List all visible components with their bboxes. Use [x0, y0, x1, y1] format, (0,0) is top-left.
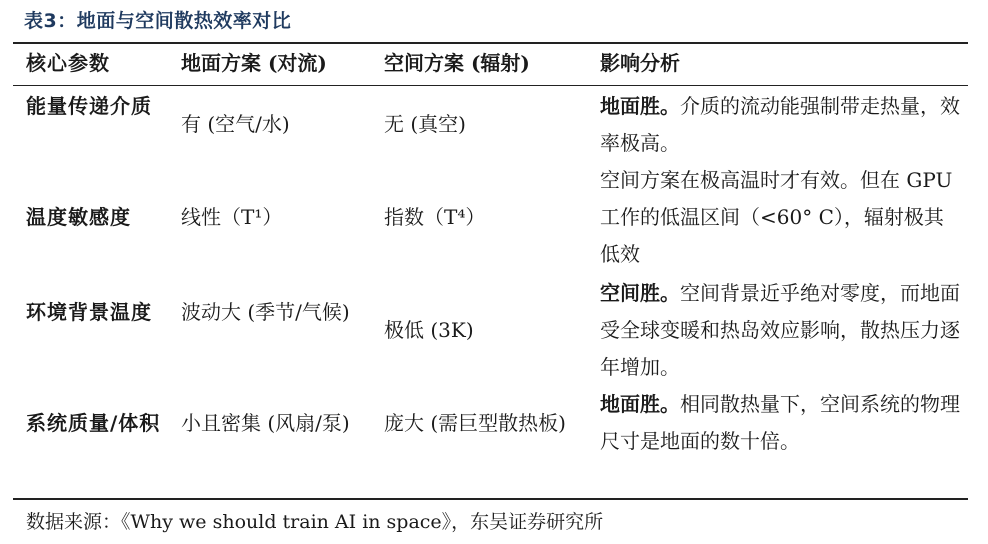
row-3-analysis-verdict: 空间胜。	[600, 281, 680, 305]
row-4-analysis-verdict: 地面胜。	[600, 392, 680, 416]
table-bottom-rule	[13, 498, 968, 500]
row-4-space: 庞大 (需巨型散热板)	[384, 411, 566, 435]
header-ground: 地面方案 (对流)	[181, 51, 327, 75]
row-2-space: 指数（T⁴）	[384, 205, 486, 229]
row-1-ground: 有 (空气/水)	[181, 112, 290, 136]
row-2-analysis	[600, 162, 960, 273]
row-2-ground: 线性（T¹）	[181, 205, 283, 229]
row-3-analysis	[600, 275, 960, 386]
source-note: 数据来源：《Why we should train AI in space》，东吴证券研究所	[26, 511, 604, 533]
row-4-ground: 小且密集 (风扇/泵)	[181, 411, 350, 435]
row-1-analysis-verdict: 地面胜。	[600, 94, 680, 118]
table-header-rule	[13, 85, 968, 86]
header-analysis: 影响分析	[600, 51, 680, 75]
table-top-rule	[13, 42, 968, 44]
header-param: 核心参数	[26, 51, 110, 75]
row-4-analysis	[600, 386, 960, 460]
row-1-space: 无 (真空)	[384, 112, 466, 136]
row-4-param: 系统质量/体积	[26, 411, 161, 435]
row-3-analysis-text: 空间背景近乎绝对零度，而地面受全球变暖和热岛效应影响，散热压力逐年增加。	[600, 281, 960, 379]
table-title: 表3：地面与空间散热效率对比	[24, 10, 292, 32]
row-1-analysis	[600, 88, 960, 162]
row-2-param: 温度敏感度	[26, 205, 131, 229]
row-3-param: 环境背景温度	[26, 300, 152, 324]
row-1-analysis-text: 介质的流动能强制带走热量，效率极高。	[600, 94, 960, 155]
row-2-analysis-text: 空间方案在极高温时才有效。但在 GPU 工作的低温区间（<60° C），辐射极其低效	[600, 168, 953, 266]
row-4-analysis-text: 相同散热量下，空间系统的物理尺寸是地面的数十倍。	[600, 392, 960, 453]
row-1-param: 能量传递介质	[26, 94, 152, 118]
header-space: 空间方案 (辐射)	[384, 51, 530, 75]
row-3-space: 极低 (3K)	[384, 318, 474, 342]
row-3-ground: 波动大 (季节/气候)	[181, 300, 350, 324]
